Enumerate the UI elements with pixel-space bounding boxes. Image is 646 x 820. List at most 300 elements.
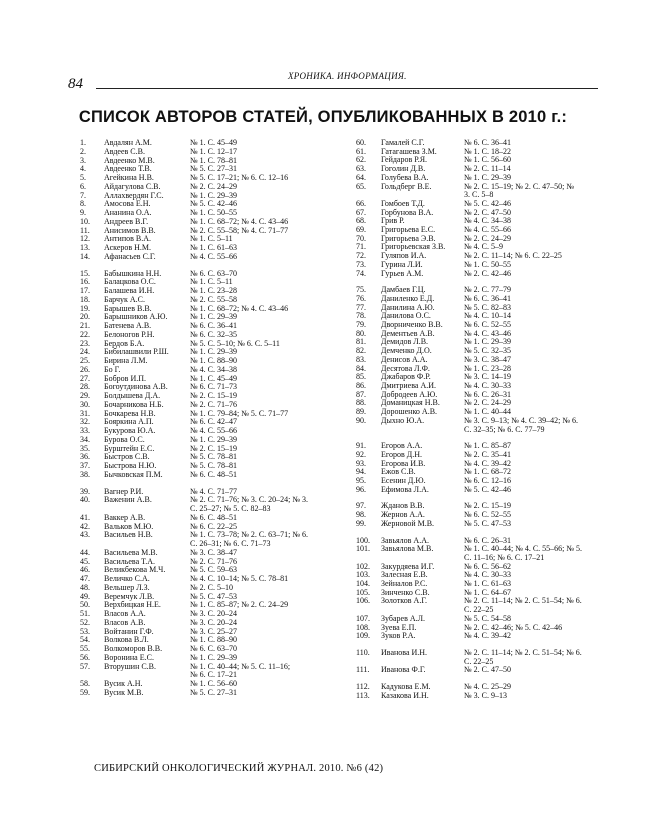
entry-number: 26. (80, 364, 90, 374)
issue-pages: С. 22–25 (464, 605, 494, 615)
entry-number: 7. (80, 190, 86, 200)
author-name: Великбекова М.Ч. (104, 565, 166, 575)
entry-number: 29. (80, 391, 90, 400)
issue-pages: № 4. С. 55–66 (190, 251, 237, 261)
author-name: Есенин Д.Ю. (381, 476, 426, 486)
journal-footer: СИБИРСКИЙ ОНКОЛОГИЧЕСКИЙ ЖУРНАЛ. 2010. №6 (42) (94, 763, 384, 774)
author-name: Васильев Н.В. (104, 530, 153, 540)
entry-number: 67. (356, 207, 366, 217)
entry-number: 79. (356, 320, 366, 330)
entry-number: 33. (80, 426, 90, 435)
entry-number: 44. (80, 547, 90, 557)
entry-number: 22. (80, 329, 90, 339)
author-name: Айдагулова С.В. (104, 181, 161, 191)
author-name: Гомбоев Т.Д. (381, 198, 425, 208)
issue-pages: № 2. С. 11–14; № 6. С. 22–25 (464, 251, 562, 261)
author-name: Барышев В.В. (104, 303, 152, 313)
entry-number: 110. (356, 647, 370, 657)
entry-number: 9. (80, 208, 86, 217)
entry-number: 45. (80, 556, 90, 566)
author-name: Вторушин С.В. (104, 661, 157, 671)
issue-pages: № 4. С. 55–66 (464, 225, 511, 235)
issue-pages: № 2. С. 15–19; № 2. С. 47–50; № (464, 181, 575, 191)
author-name: Гамалей С.Г. (381, 138, 425, 147)
issue-pages: № 1. С. 45–49 (190, 373, 237, 383)
entry-number: 112. (356, 682, 370, 692)
issue-pages: С. 22–25 (464, 656, 494, 666)
entry-number: 50. (80, 600, 90, 610)
author-name: Васильева Т.А. (104, 556, 155, 566)
entry-number: 68. (356, 216, 366, 226)
author-name: Дементьев А.В. (381, 328, 435, 338)
author-name: Гурьев А.М. (381, 268, 424, 278)
issue-pages: № 5. С. 59–63 (190, 565, 237, 575)
author-name: Григорьева Э.В. (381, 233, 436, 243)
author-name: Важенин А.В. (104, 495, 152, 505)
entry-number: 106. (356, 596, 370, 606)
entry-number: 88. (356, 398, 366, 408)
author-name: Вальков М.Ю. (104, 521, 154, 531)
entry-number: 83. (356, 354, 366, 364)
issue-pages: № 3. С. 9–13; № 4. С. 39–42; № 6. (464, 415, 579, 425)
author-name: Зубарев А.Л. (381, 613, 426, 623)
issue-pages: № 2. С. 24–29 (464, 233, 511, 243)
author-entry (356, 486, 606, 495)
issue-pages: № 2. С. 42–46 (464, 268, 511, 278)
author-entry (80, 253, 342, 262)
author-name: Зейналов Р.С. (381, 579, 428, 589)
issue-pages: № 2. С. 55–58; № 4. С. 71–77 (190, 225, 289, 235)
issue-pages: № 3. С. 38–47 (190, 547, 237, 557)
entry-number: 30. (80, 399, 90, 409)
issue-pages: С. 11–16; № 6. С. 17–21 (464, 552, 545, 562)
issue-pages: № 2. С. 24–29 (464, 398, 511, 408)
issue-pages: № 6. С. 26–31 (464, 535, 511, 545)
author-name: Балашева И.Н. (104, 286, 155, 295)
author-name: Вусик М.В. (104, 687, 144, 697)
author-name: Балацкова О.С. (104, 277, 156, 287)
issue-pages: № 2. С. 5–10 (190, 582, 233, 592)
page-number: 84 (68, 76, 83, 92)
issue-pages: № 1. С. 56–60 (464, 155, 511, 165)
author-name: Агейкина Н.В. (104, 173, 154, 182)
entry-number: 74. (356, 268, 366, 278)
entry-number: 6. (80, 181, 86, 191)
entry-number: 59. (80, 687, 90, 697)
issue-pages: № 5. С. 27–31 (190, 687, 237, 697)
author-name: Ежов С.В. (381, 467, 416, 477)
author-name: Завьялова М.В. (381, 544, 434, 554)
entry-number: 102. (356, 561, 370, 571)
entry-number: 38. (80, 469, 90, 479)
issue-pages: № 5. С. 78–81 (190, 452, 237, 462)
issue-pages: № 3. С. 20–24 (190, 617, 237, 627)
author-name: Бабышкина Н.Н. (104, 268, 162, 278)
entry-number: 99. (356, 518, 366, 528)
issue-pages: № 1. С. 5–11 (190, 277, 233, 287)
author-name: Ананина О.А. (104, 208, 152, 217)
author-name: Григорьевская З.В. (381, 242, 446, 252)
author-entry (80, 689, 342, 698)
entry-number: 27. (80, 373, 90, 383)
author-name: Болдышева Д.А. (104, 391, 161, 400)
issue-pages: № 2. С. 24–29 (190, 181, 237, 191)
issue-pages: № 6. С. 48–51 (190, 469, 237, 479)
entry-number: 1. (80, 138, 86, 147)
issue-pages: № 1. С. 29–39 (464, 172, 511, 182)
issue-pages: № 6. С. 63–70 (190, 268, 237, 278)
issue-pages: № 6. С. 63–70 (190, 644, 237, 653)
issue-pages: № 2. С. 11–14; № 2. С. 51–54; № 6. (464, 647, 582, 657)
author-name: Дмитриева А.И. (381, 380, 437, 390)
issue-pages: № 1. С. 61–63 (190, 243, 237, 252)
entry-number: 11. (80, 225, 90, 235)
entry-number: 72. (356, 251, 366, 261)
author-name: Амосова Е.Н. (104, 199, 151, 209)
author-name: Бобров И.П. (104, 373, 146, 383)
issue-pages: № 2. С. 15–19 (464, 501, 511, 511)
entry-number: 70. (356, 233, 366, 243)
issue-pages: № 6. С. 36–41 (464, 138, 511, 147)
issue-pages: С. 25–27; № 5. С. 82–83 (190, 504, 271, 513)
entry-number: 77. (356, 302, 366, 312)
entry-number: 17. (80, 286, 90, 295)
issue-pages: № 6. С. 32–35 (190, 329, 237, 339)
issue-pages: № 1. С. 40–44 (464, 407, 511, 417)
author-name: Волкова В.Л. (104, 635, 149, 645)
entry-number: 90. (356, 415, 366, 425)
author-name: Жданов В.В. (381, 501, 425, 511)
issue-pages: № 3. С. 38–47 (464, 354, 511, 364)
entry-number: 4. (80, 164, 86, 174)
author-name: Завьялов А.А. (381, 535, 429, 545)
entry-number: 111. (356, 665, 370, 675)
author-name: Гольдберг В.Е. (381, 181, 432, 191)
author-name: Букурова Ю.А. (104, 426, 156, 435)
entry-number: 8. (80, 199, 86, 209)
entry-number: 58. (80, 679, 90, 688)
entry-number: 85. (356, 372, 366, 382)
author-name: Бурштейн Е.С. (104, 443, 155, 453)
issue-pages: № 2. С. 35–41 (464, 449, 511, 459)
issue-pages: № 5. С. 47–53 (464, 518, 511, 528)
entry-number: 94. (356, 467, 366, 477)
entry-number: 28. (80, 382, 90, 392)
entry-number: 62. (356, 155, 366, 165)
entry-number: 95. (356, 476, 366, 486)
entry-number: 93. (356, 458, 366, 468)
issue-pages: 3. С. 5–8 (464, 190, 494, 200)
issue-pages: № 1. С. 18–22 (464, 146, 511, 156)
author-entry (356, 520, 606, 529)
issue-pages: № 5. С. 54–58 (464, 613, 511, 623)
issue-pages: № 6. С. 26–31 (464, 389, 511, 399)
issue-pages: № 1. С. 23–28 (190, 286, 237, 295)
author-name: Кадукова Е.М. (381, 682, 431, 692)
entry-number: 13. (80, 243, 90, 252)
entry-number: 5. (80, 173, 86, 182)
issue-pages: № 4. С. 34–38 (190, 364, 237, 374)
author-name: Денисов А.А. (381, 354, 428, 364)
issue-pages: № 4. С. 71–77 (190, 486, 237, 496)
author-name: Дорошенко А.В. (381, 407, 438, 417)
issue-pages: № 4. С. 10–14 (464, 311, 511, 321)
issue-pages: № 5. С. 82–83 (464, 302, 511, 312)
entry-number: 76. (356, 293, 366, 303)
author-name: Авдалян А.М. (104, 138, 152, 147)
issue-pages: № 4. С. 5–9 (464, 242, 503, 252)
issue-pages: № 4. С. 39–42 (464, 458, 511, 468)
issue-pages: № 1. С. 68–72 (464, 467, 511, 477)
entry-number: 73. (356, 259, 366, 269)
issue-pages: № 2. С. 71–76 (190, 556, 237, 566)
author-name: Бирина Л.М. (104, 356, 148, 365)
issue-pages: № 6. С. 56–62 (464, 561, 511, 571)
author-name: Бояркина А.П. (104, 417, 154, 427)
author-name: Бычковская П.М. (104, 469, 163, 479)
entry-number: 69. (356, 225, 366, 235)
issue-pages: № 1. С. 40–44; № 4. С. 55–66; № 5. (464, 544, 583, 554)
author-name: Барышников А.Ю. (104, 312, 168, 322)
author-name: Бо Г. (104, 364, 121, 374)
author-name: Авдеев С.В. (104, 146, 145, 156)
issue-pages: № 6. С. 71–73 (190, 382, 237, 392)
author-name: Гурина Л.И. (381, 259, 423, 269)
author-name: Васильева М.В. (104, 547, 158, 557)
author-entry (356, 270, 606, 279)
author-name: Бурова О.С. (104, 434, 145, 444)
issue-pages: № 2. С. 11–14 (464, 164, 511, 174)
author-name: Воронина Е.С. (104, 652, 154, 662)
issue-pages: № 2. С. 55–58 (190, 294, 237, 304)
issue-pages: С. 26–31; № 6. С. 71–73 (190, 539, 271, 548)
issue-pages: № 5. С. 17–21; № 6. С. 12–16 (190, 173, 289, 182)
issue-pages: № 3. С. 9–13 (464, 690, 507, 700)
author-name: Данилина А.Ю. (381, 302, 435, 312)
author-name (381, 426, 464, 435)
author-entry (80, 471, 342, 480)
entry-number: 43. (80, 530, 90, 540)
entry-number: 107. (356, 613, 370, 623)
issue-pages: № 4. С. 39–42 (464, 631, 511, 641)
entry-number: 41. (80, 512, 90, 522)
author-entry (356, 632, 606, 641)
issue-pages: № 2. С. 71–76 (190, 399, 237, 409)
issue-pages: № 6. С. 12–16 (464, 476, 511, 486)
issue-pages: № 6. С. 17–21 (190, 670, 237, 680)
author-name: Авдеенко М.В. (104, 155, 155, 165)
entry-number: 36. (80, 452, 90, 462)
author-name: Иванова И.Н. (381, 647, 428, 657)
entry-number: 19. (80, 303, 90, 313)
author-name: Голубева В.А. (381, 172, 429, 182)
issue-pages: № 2. С. 47–50 (464, 207, 511, 217)
issue-pages: № 2. С. 42–46; № 5. С. 42–46 (464, 622, 563, 632)
entry-number: 39. (80, 486, 90, 496)
entry-number: 24. (80, 347, 90, 357)
entry-number: 12. (80, 234, 90, 244)
issue-pages: № 5. С. 42–46 (190, 199, 237, 209)
entry-number: 40. (80, 495, 90, 505)
issue-pages: № 4. С. 30–33 (464, 380, 511, 390)
entry-number: 56. (80, 652, 90, 662)
issue-pages: № 1. С. 45–49 (190, 138, 237, 147)
author-name: Бибилашвили Р.Ш. (104, 347, 169, 357)
author-name: Величко С.А. (104, 574, 150, 583)
entry-number: 105. (356, 587, 370, 597)
entry-number (356, 426, 381, 435)
entry-number: 80. (356, 328, 366, 338)
entry-number: 15. (80, 268, 90, 278)
entry-number: 25. (80, 356, 90, 365)
entry-number: 55. (80, 644, 90, 653)
author-name: Бердов Б.А. (104, 338, 145, 348)
entry-number: 37. (80, 461, 90, 470)
author-name: Войтанин Г.Ф. (104, 626, 154, 636)
issue-pages: № 4. С. 43–46 (464, 328, 511, 338)
issue-pages: № 4. С. 34–38 (464, 216, 511, 226)
entry-number: 92. (356, 449, 366, 459)
author-name: Барчук А.С. (104, 294, 145, 304)
issue-pages: № 1. С. 29–39 (464, 337, 511, 347)
author-name: Вельшер Л.З. (104, 582, 150, 592)
issue-pages: № 5. С. 78–81 (190, 461, 237, 470)
author-name: Вагнер Р.И. (104, 486, 144, 496)
entry-number: 46. (80, 565, 90, 575)
issue-pages: № 1. С. 5–11 (190, 234, 233, 244)
entry-number: 65. (356, 181, 366, 191)
author-name: Власов А.В. (104, 617, 146, 627)
issue-pages: № 6. С. 22–25 (190, 521, 237, 531)
author-name: Жерновой М.В. (381, 518, 435, 528)
issue-pages: № 1. С. 73–78; № 2. С. 63–71; № 6. (190, 530, 309, 540)
author-name: Десятова Л.Ф. (381, 363, 430, 373)
entry-number: 18. (80, 294, 90, 304)
author-name: Богоутдинова А.В. (104, 382, 168, 392)
entry-number: 53. (80, 626, 90, 636)
entry-number: 101. (356, 544, 370, 554)
issue-pages: С. 32–35; № 6. С. 77–79 (464, 424, 545, 434)
author-name: Дамбаев Г.Ц. (381, 285, 426, 295)
issue-pages: № 6. С. 42–47 (190, 417, 237, 427)
author-name: Гоголин Д.В. (381, 164, 426, 174)
entry-number: 98. (356, 510, 366, 520)
entry-number: 64. (356, 172, 366, 182)
entry-number: 100. (356, 535, 370, 545)
author-name: Белоногов Р.Н. (104, 329, 155, 339)
issue-pages: № 1. С. 56–60 (190, 679, 237, 688)
entry-number: 61. (356, 146, 366, 156)
author-name: Данилова О.С. (381, 311, 431, 321)
entry-number: 21. (80, 321, 90, 330)
author-name: Гуляпов И.А. (381, 251, 427, 261)
entry-number: 97. (356, 501, 366, 511)
entry-number: 23. (80, 338, 90, 348)
issue-pages: № 5. С. 42–46 (464, 198, 511, 208)
author-name: Добродеев А.Ю. (381, 389, 438, 399)
author-name: Казакова И.Н. (381, 690, 429, 700)
entry-number: 52. (80, 617, 90, 627)
issue-pages: № 5. С. 32–35 (464, 346, 511, 356)
entry-number: 66. (356, 198, 366, 208)
issue-pages: № 2. С. 11–14; № 2. С. 51–54; № 6. (464, 596, 582, 606)
running-header: ХРОНИКА. ИНФОРМАЦИЯ. (288, 71, 407, 81)
entry-number: 87. (356, 389, 366, 399)
issue-pages: № 1. С. 64–67 (464, 587, 511, 597)
author-name: Андреев В.Г. (104, 216, 149, 226)
issue-pages: № 2. С. 47–50 (464, 665, 511, 675)
entry-number: 108. (356, 622, 370, 632)
issue-pages: № 1. С. 61–63 (464, 579, 511, 589)
entry-number: 51. (80, 609, 90, 618)
entry-number: 48. (80, 582, 90, 592)
issue-pages: № 1. С. 40–44; № 5. С. 11–16; (190, 661, 291, 671)
author-name: Грив Р. (381, 216, 405, 226)
issue-pages: № 6. С. 52–55 (464, 320, 511, 330)
issue-pages: № 6. С. 36–41 (464, 293, 511, 303)
entry-number: 16. (80, 277, 90, 287)
author-name: Веремчук Л.В. (104, 591, 155, 601)
entry-number: 82. (356, 346, 366, 356)
entry-number: 75. (356, 285, 366, 295)
entry-number: 71. (356, 242, 366, 252)
entry-number: 96. (356, 484, 366, 494)
author-name: Зуева Е.П. (381, 622, 417, 632)
entry-number: 113. (356, 690, 370, 700)
issue-pages: № 1. С. 29–39 (190, 652, 237, 662)
issue-pages: № 4. С. 25–29 (464, 682, 511, 692)
issue-pages: № 4. С. 55–66 (190, 426, 237, 435)
author-name: Джабаров Ф.Р. (381, 372, 431, 382)
issue-pages: № 1. С. 78–81 (190, 155, 237, 165)
entry-number: 89. (356, 407, 366, 417)
entry-number: 34. (80, 434, 90, 444)
author-name: Аскеров Н.М. (104, 243, 152, 252)
issue-pages: № 2. С. 71–76; № 3. С. 20–24; № 3. (190, 495, 309, 505)
entry-number: 10. (80, 216, 90, 226)
issue-pages: № 5. С. 42–46 (464, 484, 511, 494)
issue-pages: № 1. С. 50–55 (190, 208, 237, 217)
author-name: Демидов Л.В. (381, 337, 429, 347)
entry-number: 3. (80, 155, 86, 165)
entry-number: 109. (356, 631, 370, 641)
issue-pages: № 3. С. 20–24 (190, 609, 237, 618)
issue-pages: № 4. С. 10–14; № 5. С. 78–81 (190, 574, 289, 583)
issue-pages: № 5. С. 5–10; № 6. С. 5–11 (190, 338, 280, 348)
issue-pages: № 1. С. 23–28 (464, 363, 511, 373)
issue-pages: № 4. С. 30–33 (464, 570, 511, 580)
issue-pages: № 6. С. 52–55 (464, 510, 511, 520)
entry-number: 42. (80, 521, 90, 531)
author-name: Гатагашева З.М. (381, 146, 437, 156)
entry-number: 35. (80, 443, 90, 453)
author-name: Власов А.А. (104, 609, 146, 618)
issue-pages: № 1. С. 29–39 (190, 312, 237, 322)
author-name: Зинченко С.В. (381, 587, 430, 597)
author-name: Григорьева Е.С. (381, 225, 436, 235)
author-list-right-column (356, 139, 606, 700)
issue-pages: № 1. С. 68–72; № 4. С. 43–46 (190, 216, 289, 226)
issue-pages: № 1. С. 12–17 (190, 146, 237, 156)
issue-pages: № 3. С. 25–27 (190, 626, 237, 636)
issue-pages: № 1. С. 29–39 (190, 190, 237, 200)
entry-number: 31. (80, 408, 90, 418)
issue-pages: № 1. С. 85–87; № 2. С. 24–29 (190, 600, 289, 610)
entry-number: 84. (356, 363, 366, 373)
author-name: Егоров Д.Н. (381, 449, 422, 459)
issue-pages: № 1. С. 88–90 (190, 635, 237, 645)
author-name: Иванова Ф.Г. (381, 665, 426, 675)
